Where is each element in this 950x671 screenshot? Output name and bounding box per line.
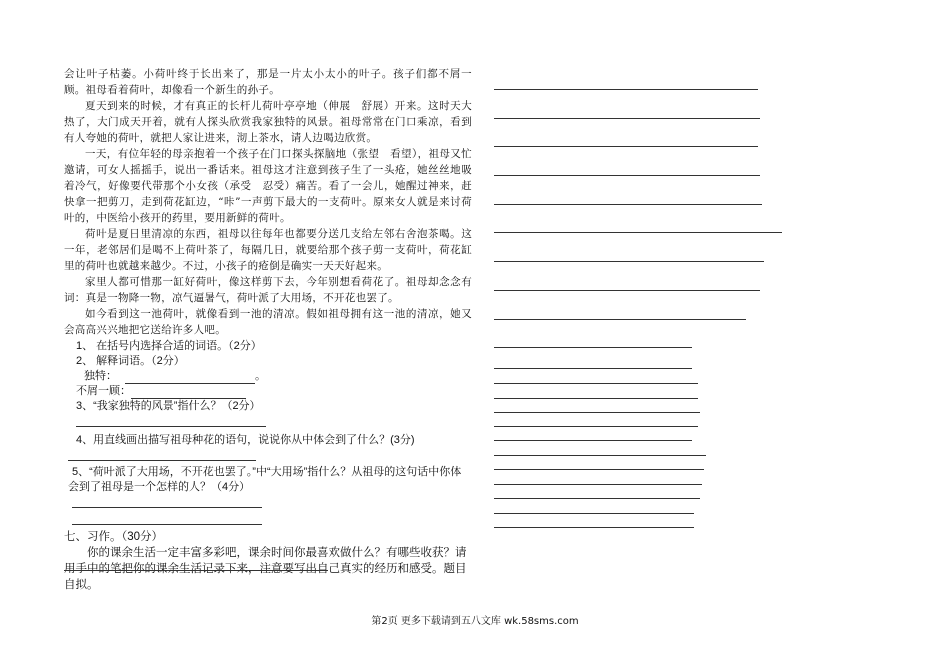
essay-prompt: 你的课余生活一定丰富多彩吧，课余时间你最喜欢做什么？有哪些收获？请用手中的笔把你的课余生活记录下来，注意要写出自己真实的经历和感受。题目自拟。 [64, 547, 467, 591]
writing-line[interactable] [494, 498, 700, 499]
writing-line[interactable] [494, 513, 694, 514]
answer-blank[interactable] [125, 372, 255, 384]
passage-paragraph: 一天，有位年轻的母亲抱着一个孩子在门口探头探脑地（张望 看望），祖母又忙邀请，可女人摇摇手，说出一番话来。祖母这才注意到孩子生了一头疮，她丝丝地吸着冷气，好像要代带那个小女孩（承受 忍受）痛苦。看了一会儿，她醒过神来，赶快拿一把剪刀，走到荷花缸边，“咔”一声剪下最大的一支荷叶。原来女人就是来讨荷叶的，中医给小孩开的药里，要用新鲜的荷叶。 [64, 148, 472, 224]
question-3: 3、“我家独特的风景”指什么？（2分） [76, 400, 261, 412]
essay-heading: 七、习作。（30分） [64, 531, 164, 543]
question-2a [64, 369, 472, 384]
writing-line[interactable] [494, 398, 698, 399]
passage-paragraph: 如今看到这一池荷叶，就像看到一池的清凉。假如祖母拥有这一池的清凉，她又会高高兴兴地把它送给许多人吧。 [64, 308, 472, 336]
answer-line[interactable] [72, 495, 262, 508]
question-2b-label: 不屑一顾： [76, 385, 131, 397]
writing-line[interactable] [494, 469, 704, 470]
writing-line[interactable] [494, 527, 694, 528]
page-footer: 第2页 更多下载请到五八文库 wk.58sms.com [371, 616, 579, 627]
answer-line[interactable] [72, 512, 262, 525]
essay-section [64, 529, 472, 593]
writing-line[interactable] [494, 261, 764, 262]
essay-title-line[interactable] [64, 570, 328, 571]
reading-passage [64, 66, 472, 338]
writing-line[interactable] [494, 118, 760, 119]
writing-line[interactable] [494, 89, 758, 90]
passage-paragraph: 会让叶子枯萎。小荷叶终于长出来了，那是一片太小太小的叶子。孩子们都不屑一顾。祖母看着荷叶，却像看一个新生的孙子。 [64, 68, 472, 96]
question-5: 5、“荷叶派了大用场，不开花也罢了。”中“大用场”指什么？从祖母的这句话中你体会到了祖母是一个怎样的人？（4分） [68, 466, 462, 493]
question-2a-label: 独特： [84, 370, 117, 382]
writing-line[interactable] [494, 412, 700, 413]
writing-line[interactable] [494, 426, 698, 427]
writing-line[interactable] [494, 175, 760, 176]
writing-line[interactable] [494, 319, 746, 320]
writing-line[interactable] [494, 368, 692, 369]
question-4: 4、用直线画出描写祖母种花的语句，说说你从中体会到了什么？(3分) [76, 434, 415, 446]
question-2: 2、 解释词语。（2分） [76, 355, 185, 367]
question-1: 1、 在括号内选择合适的词语。（2分） [76, 340, 262, 352]
answer-blank[interactable] [131, 387, 246, 399]
questions [64, 339, 472, 525]
question-2a-end: 。 [255, 370, 266, 382]
writing-line[interactable] [494, 290, 760, 291]
writing-line[interactable] [494, 347, 692, 348]
answer-line[interactable] [76, 414, 266, 427]
passage-paragraph: 家里人都可惜那一缸好荷叶，像这样剪下去，今年别想看荷花了。祖母却念念有词：真是一物降一物，凉气逼暑气，荷叶派了大用场，不开花也罢了。 [64, 276, 472, 304]
passage-paragraph: 荷叶是夏日里清凉的东西，祖母以往每年也都要分送几支给左邻右舍泡茶喝。这一年，老邻居们是喝不上荷叶茶了，每隔几日，就要给那个孩子剪一支荷叶，荷花缸里的荷叶也就越来越少。不过，小孩子的疮倒是确实一天天好起来。 [64, 228, 472, 272]
writing-line[interactable] [494, 146, 758, 147]
writing-line[interactable] [494, 383, 698, 384]
question-2b [64, 384, 472, 399]
writing-line[interactable] [494, 204, 762, 205]
answer-line[interactable] [68, 448, 256, 461]
passage-paragraph: 夏天到来的时候，才有真正的长杆儿荷叶亭亭地（伸展 舒展）开来。这时天大热了，大门成天开着，就有人探头欣赏我家独特的风景。祖母常常在门口乘凉，看到有人夸她的荷叶，就把人家让进来，沏上茶水，请人边喝边欣赏。 [64, 100, 472, 144]
writing-line[interactable] [494, 484, 702, 485]
left-column [64, 66, 472, 593]
writing-line[interactable] [494, 455, 706, 456]
writing-line[interactable] [494, 440, 692, 441]
writing-line[interactable] [494, 232, 782, 233]
